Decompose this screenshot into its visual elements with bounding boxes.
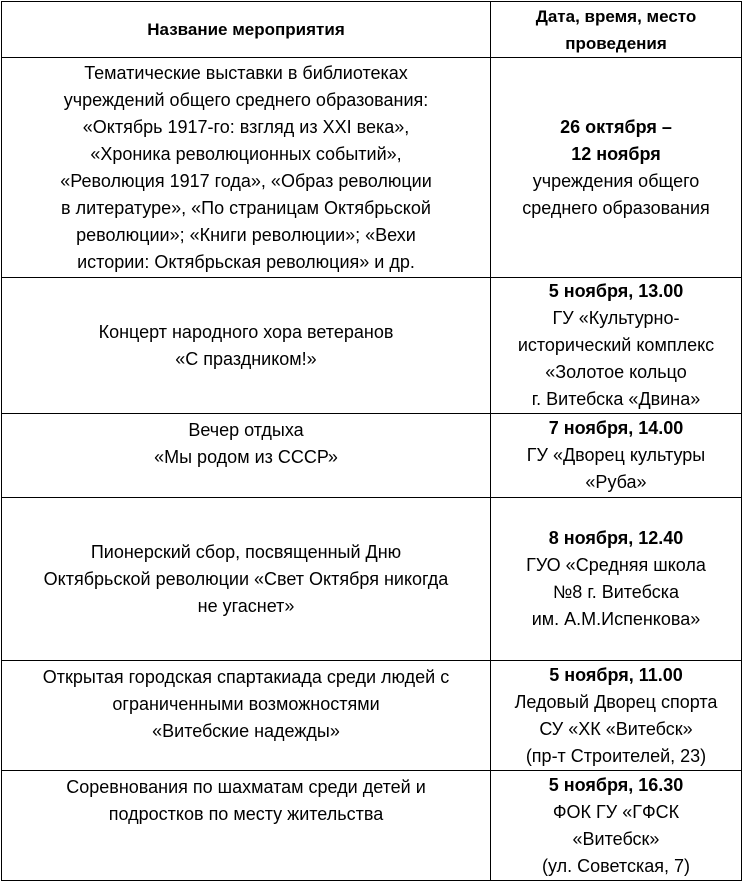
event-date-place-cell: 5 ноября, 11.00 Ледовый Дворец спорта СУ «ХК «Витебск» (пр-т Строителей, 23) xyxy=(491,661,742,771)
table-row xyxy=(2,661,742,771)
event-name-cell: Тематические выставки в библиотеках учреждений общего среднего образования: «Октябрь 1917-го: взгляд из XXI века», «Хроника революционных событий», «Революция 1917 года», «Образ революции в литературе», «По страницам Октябрьской революции»; «Книги революции»; «Вехи истории: Октябрьская революция» и др. xyxy=(2,58,491,278)
events-table xyxy=(1,1,742,881)
header-date-place: Дата, время, место проведения xyxy=(491,2,742,58)
event-name-cell: Концерт народного хора ветеранов «С праздником!» xyxy=(2,278,491,414)
table-row xyxy=(2,278,742,414)
event-date-place-cell: 26 октября – 12 ноября учреждения общего среднего образования xyxy=(491,58,742,278)
header-row xyxy=(2,2,742,58)
event-date-place-cell: 5 ноября, 16.30 ФОК ГУ «ГФСК «Витебск» (ул. Советская, 7) xyxy=(491,771,742,881)
event-date-place-cell: 7 ноября, 14.00 ГУ «Дворец культуры «Руба» xyxy=(491,414,742,498)
event-date-place-cell: 5 ноября, 13.00 ГУ «Культурно- исторический комплекс «Золотое кольцо г. Витебска «Двина» xyxy=(491,278,742,414)
event-name-cell: Открытая городская спартакиада среди людей с ограниченными возможностями «Витебские надежды» xyxy=(2,661,491,771)
event-name-cell: Вечер отдыха «Мы родом из СССР» xyxy=(2,414,491,498)
event-date-place-cell: 8 ноября, 12.40 ГУО «Средняя школа №8 г. Витебска им. А.М.Испенкова» xyxy=(491,498,742,661)
table-row xyxy=(2,414,742,498)
table-row xyxy=(2,498,742,661)
header-event-name: Название мероприятия xyxy=(2,2,491,58)
event-name-cell: Соревнования по шахматам среди детей и подростков по месту жительства xyxy=(2,771,491,881)
event-name-cell: Пионерский сбор, посвященный Дню Октябрьской революции «Свет Октября никогда не угаснет» xyxy=(2,498,491,661)
table-row xyxy=(2,58,742,278)
table-row xyxy=(2,771,742,881)
